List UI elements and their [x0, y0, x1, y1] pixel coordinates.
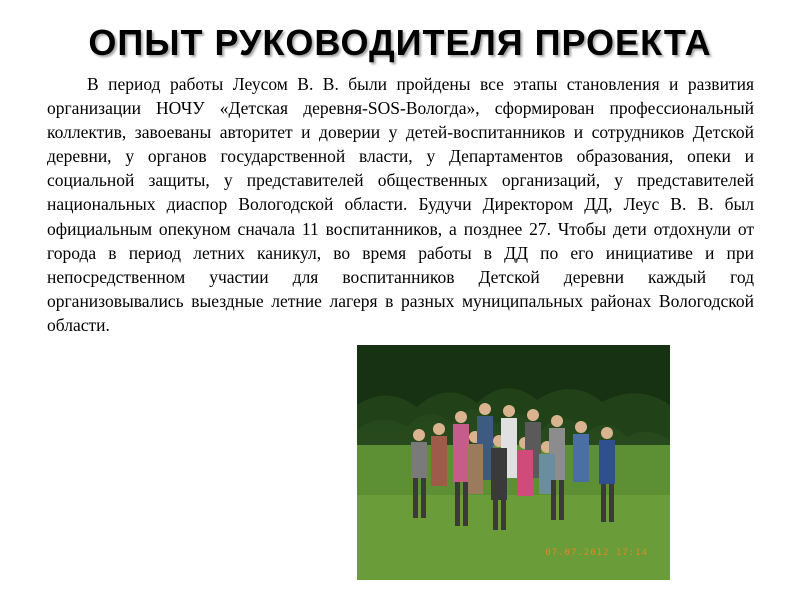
photo-date-stamp: 07.07.2012 17:14 [545, 548, 648, 558]
group-photo [357, 345, 670, 580]
photo-illustration [357, 345, 670, 580]
body-paragraph: В период работы Леусом В. В. были пройдены все этапы становления и развития организации НОЧУ «Детская деревня-SOS-Вологда», сформирован профессиональный коллектив, завоеваны авторитет и доверии у детей-воспитанников и сотрудников Детской деревни, у органов государственной власти, у Департаментов образования, опеки и социальной защиты, у представителей общественных организаций, у представителей национальных диаспор Вологодской области. Будучи Директором ДД, Леус В. В. был официальным опекуном сначала 11 воспитанников, а позднее 27. Чтобы дети отдохнули от города в период летних каникул, во время работы в ДД по его инициативе и при непосредственном участии для воспитанников Детской деревни каждый год организовывались выездные летние лагеря в разных муниципальных районах Вологодской области. [47, 74, 754, 335]
slide-title: ОПЫТ РУКОВОДИТЕЛЯ ПРОЕКТА [88, 22, 712, 63]
